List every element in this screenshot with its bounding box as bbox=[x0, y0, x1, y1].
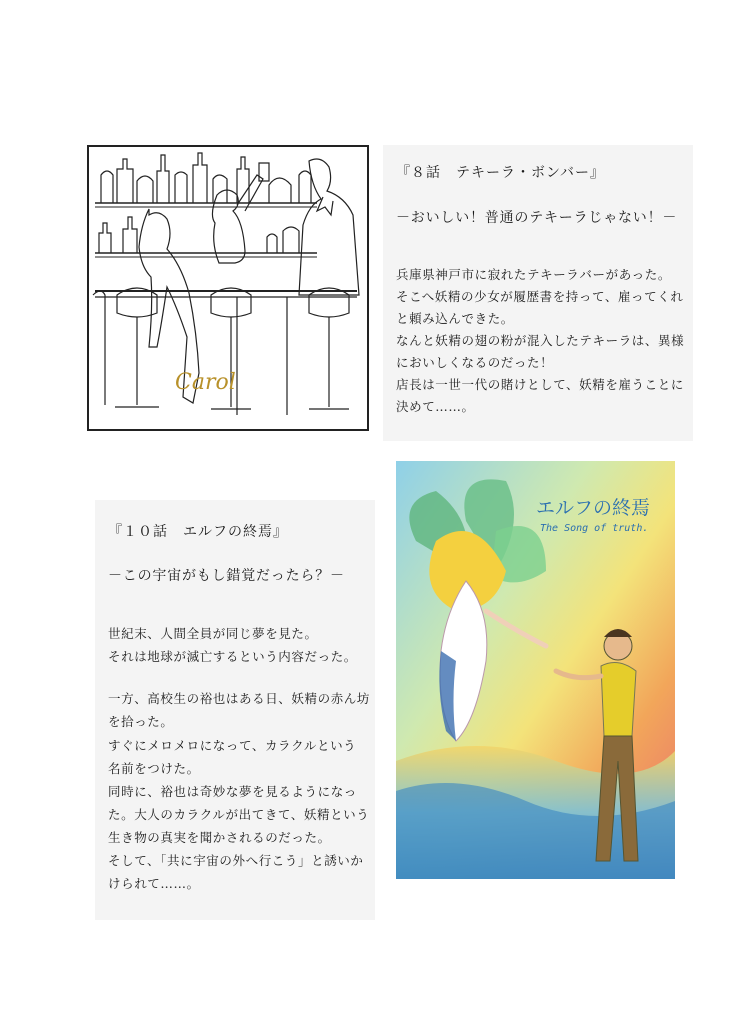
story8-body-line: 店長は一世一代の賭けとして、妖精を雇うことに bbox=[396, 377, 684, 392]
story8-body-line: なんと妖精の翅の粉が混入したテキーラは、異様 bbox=[396, 333, 685, 348]
story10-body-line: 同時に、裕也は奇妙な夢を見るようになっ bbox=[108, 784, 357, 799]
story8-tagline: －おいしい！普通のテキーラじゃない！－ bbox=[396, 210, 678, 226]
story8-body-line: と頼み込んできた。 bbox=[396, 311, 514, 326]
elf-cover-painting bbox=[396, 461, 675, 879]
story10-tagline: －この宇宙がもし錯覚だったら？－ bbox=[108, 568, 345, 584]
bar-sketch-drawing bbox=[87, 145, 369, 431]
story10-body-line: そして、「共に宇宙の外へ行こう」と誘いか bbox=[108, 853, 364, 868]
story8-body-line: そこへ妖精の少女が履歴書を持って、雇ってくれ bbox=[396, 289, 684, 304]
bar-sketch-illustration bbox=[87, 145, 369, 431]
story10-body-line: それは地球が滅亡するという内容だった。 bbox=[108, 649, 357, 664]
story10-body-line: た。大人のカラクルが出てきて、妖精という bbox=[108, 807, 370, 822]
story8-body-line: においしくなるのだった！ bbox=[396, 355, 554, 370]
story10-body-line: を拾った。 bbox=[108, 714, 174, 729]
signature-text: Carol bbox=[175, 370, 236, 395]
story10-body-line: 生き物の真実を聞かされるのだった。 bbox=[108, 830, 331, 845]
story8-title: 『８話 テキーラ・ボンバー』 bbox=[396, 165, 606, 181]
story10-panel bbox=[95, 500, 375, 920]
elf-cover-illustration bbox=[396, 461, 675, 879]
story10-body-line: けられて……。 bbox=[108, 876, 200, 891]
story10-body-line: すぐにメロメロになって、カラクルという bbox=[108, 738, 357, 753]
cover-title: エルフの終焉 bbox=[536, 497, 651, 519]
story10-body-line: 名前をつけた。 bbox=[108, 761, 200, 776]
story10-body-line: 世紀末、人間全員が同じ夢を見た。 bbox=[108, 626, 318, 641]
story8-body-line: 兵庫県神戸市に寂れたテキーラバーがあった。 bbox=[396, 267, 671, 282]
cover-subtitle: The Song of truth. bbox=[540, 523, 649, 534]
story8-body-line: 決めて……。 bbox=[396, 399, 475, 414]
story8-panel bbox=[383, 145, 693, 441]
story10-title: 『１０話 エルフの終焉』 bbox=[108, 524, 288, 540]
story10-body-line: 一方、高校生の裕也はある日、妖精の赤ん坊 bbox=[108, 691, 371, 706]
